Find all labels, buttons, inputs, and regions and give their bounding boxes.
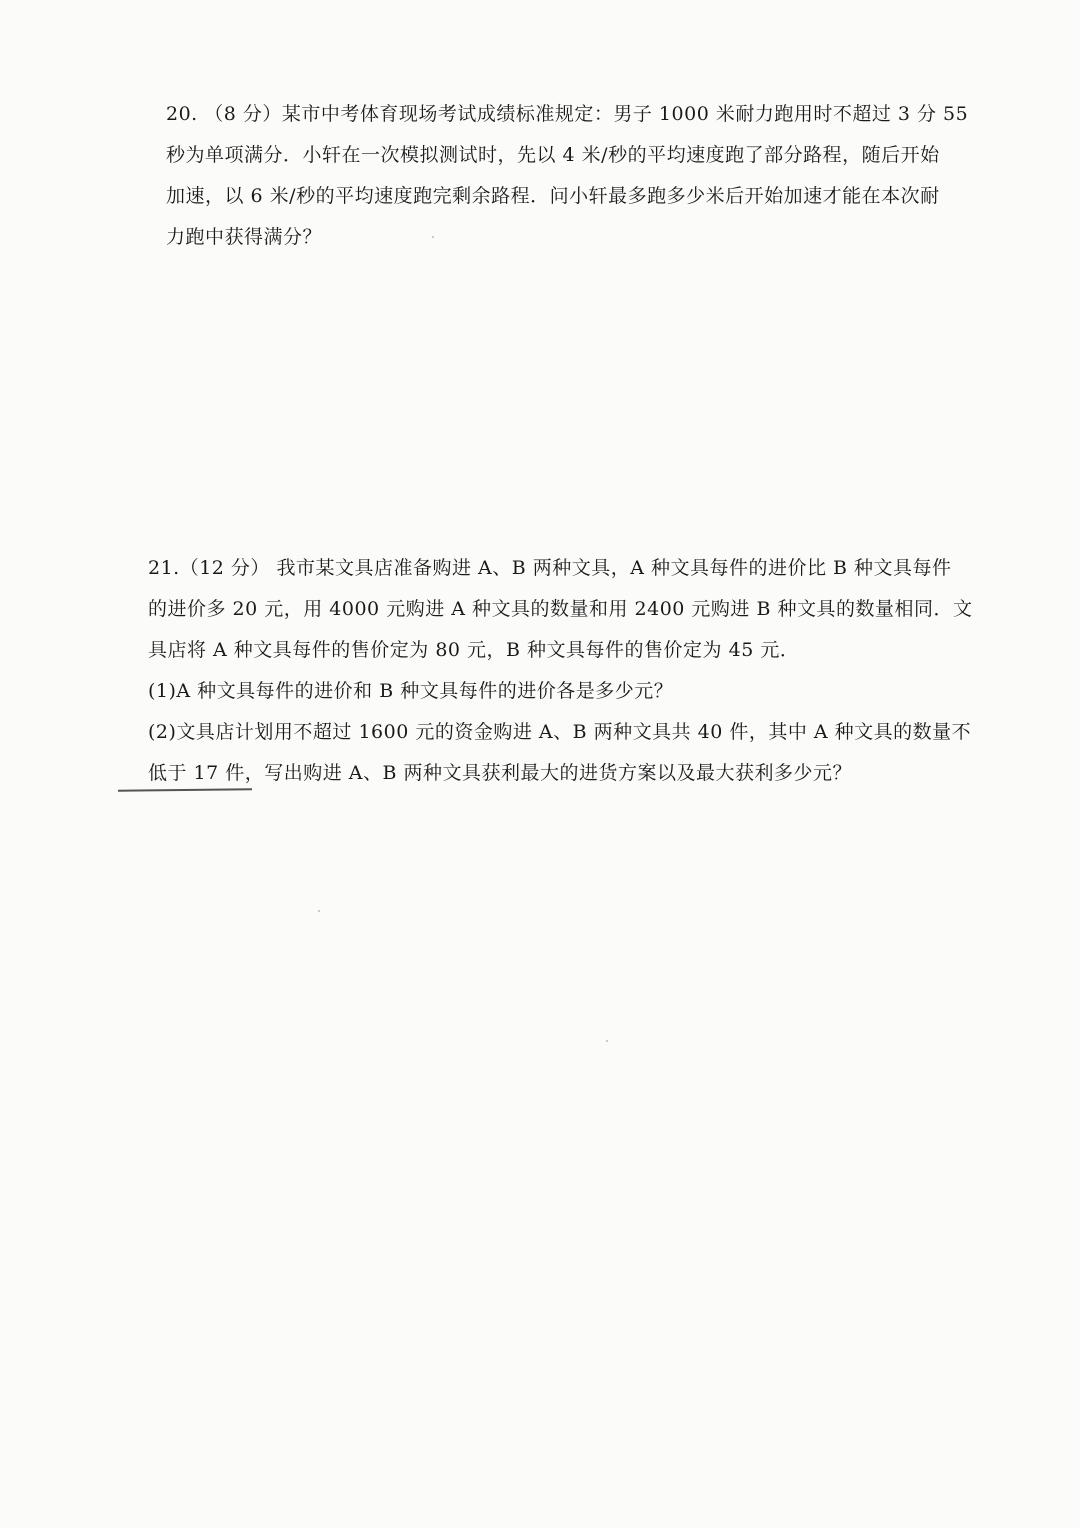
question-21-sub-1: (1)A 种文具每件的进价和 B 种文具每件的进价各是多少元？ <box>148 680 674 702</box>
question-20-line: 秒为单项满分．小轩在一次模拟测试时，先以 4 米/秒的平均速度跑了部分路程，随后开始 <box>166 144 940 166</box>
question-21 <box>148 548 973 794</box>
scan-speck <box>318 910 320 912</box>
question-20-line: 20. （8 分）某市中考体育现场考试成绩标准规定：男子 1000 米耐力跑用时不超过 3 分 55 <box>166 103 969 125</box>
question-21-line: 的进价多 20 元，用 4000 元购进 A 种文具的数量和用 2400 元购进 B 种文具的数量相同．文 <box>148 598 973 620</box>
question-20 <box>166 94 969 258</box>
question-20-line: 加速，以 6 米/秒的平均速度跑完剩余路程．问小轩最多跑多少米后开始加速才能在本次耐 <box>166 185 940 207</box>
question-21-sub-2: (2)文具店计划用不超过 1600 元的资金购进 A、B 两种文具共 40 件，其中 A 种文具的数量不 <box>148 721 972 743</box>
scan-speck <box>432 236 434 238</box>
scan-speck <box>606 1040 608 1042</box>
question-21-line: 具店将 A 种文具每件的售价定为 80 元，B 种文具每件的售价定为 45 元． <box>148 639 800 661</box>
question-21-line: 低于 17 件，写出购进 A、B 两种文具获利最大的进货方案以及最大获利多少元？ <box>148 762 853 784</box>
question-21-line: 21.（12 分） 我市某文具店准备购进 A、B 两种文具，A 种文具每件的进价比 B 种文具每件 <box>148 557 952 579</box>
question-20-line: 力跑中获得满分？ <box>166 226 323 248</box>
